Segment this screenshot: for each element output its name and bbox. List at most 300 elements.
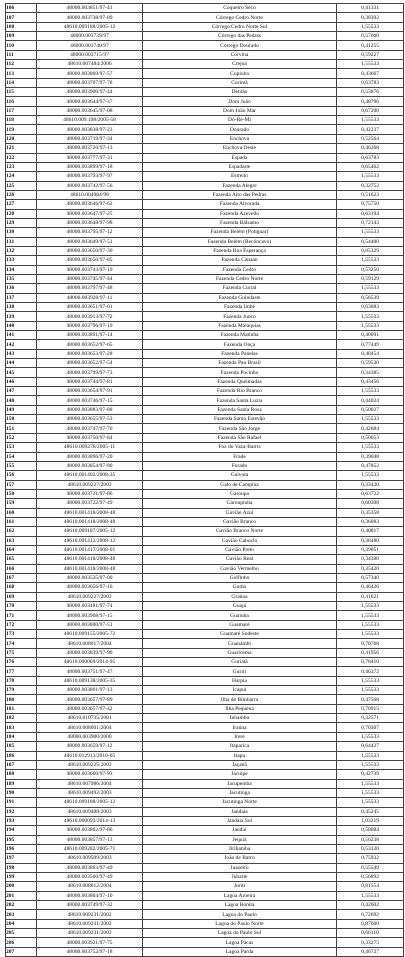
table-row [6, 228, 404, 237]
process-code: 48610.009187/2005-12 [37, 527, 143, 536]
field-value: 1,55533 [337, 172, 404, 181]
field-name: Cupiuba [143, 69, 337, 78]
field-value: 1,55533 [337, 732, 404, 741]
row-number: 190 [6, 788, 37, 797]
table-row [6, 293, 404, 302]
row-number: 135 [6, 274, 37, 283]
process-code: 48000.003857/97-13 [37, 835, 143, 844]
field-value: 0,43456 [337, 377, 404, 386]
table-row [6, 555, 404, 564]
table-row [6, 573, 404, 582]
row-number: 149 [6, 405, 37, 414]
process-code: 48000.003747/97-70 [37, 424, 143, 433]
process-code: 48000.003752/97-18 [37, 947, 143, 956]
field-value: 0,34385 [337, 368, 404, 377]
process-code: 48610.001417/2008-01 [37, 545, 143, 554]
row-number: 196 [6, 844, 37, 853]
row-number: 182 [6, 714, 37, 723]
field-name: Jiribatuba [143, 844, 337, 853]
row-number: 202 [6, 901, 37, 910]
row-number: 188 [6, 770, 37, 779]
table-row [6, 807, 404, 816]
field-name: Guaiuba [143, 611, 337, 620]
field-value: 0,46372 [337, 667, 404, 676]
row-number: 116 [6, 97, 37, 106]
field-value: 0,54400 [337, 237, 404, 246]
row-number: 130 [6, 228, 37, 237]
process-code: 48000.003745/97-44 [37, 274, 143, 283]
field-name: Itapu [143, 751, 337, 760]
row-number: 109 [6, 32, 37, 41]
field-value: 0,33420 [337, 480, 404, 489]
process-code: 48000.003644/97-37 [37, 97, 143, 106]
row-number: 191 [6, 798, 37, 807]
table-row [6, 602, 404, 611]
row-number: 153 [6, 443, 37, 452]
table-row [6, 88, 404, 97]
field-value: 1,55533 [337, 788, 404, 797]
table-row [6, 667, 404, 676]
field-value: 0,57340 [337, 573, 404, 582]
process-code: 48000.003920/97-11 [37, 293, 143, 302]
table-row [6, 32, 404, 41]
process-code: 48000.003800/97-51 [37, 620, 143, 629]
field-value: 0,81554 [337, 882, 404, 891]
table-row [6, 424, 404, 433]
table-row [6, 779, 404, 788]
process-code: 48000.003659/97-12 [37, 742, 143, 751]
row-number: 159 [6, 499, 37, 508]
process-code: 48000.003751/97-47 [37, 667, 143, 676]
row-number: 185 [6, 742, 37, 751]
row-number: 170 [6, 602, 37, 611]
process-code: 48610.009276/2005-11 [37, 443, 143, 452]
table-row [6, 835, 404, 844]
row-number: 156 [6, 471, 37, 480]
field-name: Enchova [143, 134, 337, 143]
field-name: Gavião Branco Norte [143, 527, 337, 536]
field-value: 1,55533 [337, 415, 404, 424]
process-code: 48610.001418/2008-48 [37, 517, 143, 526]
row-number: 181 [6, 704, 37, 713]
field-value: 0,78410 [337, 658, 404, 667]
table-row [6, 415, 404, 424]
row-number: 198 [6, 863, 37, 872]
process-code: 48000.003900/2000 [37, 732, 143, 741]
field-name: Jubarte [143, 872, 337, 881]
table-row [6, 312, 404, 321]
process-code: 48000.003648/97-98 [37, 218, 143, 227]
field-value: 0,72143 [337, 218, 404, 227]
field-name: Guamaré [143, 620, 337, 629]
field-name: Golfinho [143, 573, 337, 582]
field-name: Guriri [143, 667, 337, 676]
field-name: Gavião Preto [143, 545, 337, 554]
row-number: 138 [6, 303, 37, 312]
field-name: Jandui [143, 826, 337, 835]
row-number: 166 [6, 564, 37, 573]
row-number: 195 [6, 835, 37, 844]
table-row [6, 218, 404, 227]
field-name: Graúna [143, 592, 337, 601]
field-value: 0,72692 [337, 910, 404, 919]
table-row [6, 676, 404, 685]
field-value: 0,63783 [337, 153, 404, 162]
field-value: 0,39048 [337, 452, 404, 461]
field-value: 0,63783 [337, 78, 404, 87]
field-name: Lagoa Bonita [143, 901, 337, 910]
field-value: 1,55533 [337, 779, 404, 788]
row-number: 158 [6, 489, 37, 498]
field-name: Fazenda Azevedo [143, 209, 337, 218]
field-name: Jacuipe [143, 770, 337, 779]
table-row [6, 742, 404, 751]
process-code: 48000.003646/97-62 [37, 200, 143, 209]
field-value: 1,55533 [337, 751, 404, 760]
field-name: Fazenda Belém (Potiguar) [143, 228, 337, 237]
field-value: 0,65462 [337, 162, 404, 171]
field-value: 0,43667 [337, 69, 404, 78]
field-value: 0,46727 [337, 947, 404, 956]
field-name: Fazenda Rio Branco [143, 387, 337, 396]
field-value: 0,70915 [337, 704, 404, 713]
row-number: 124 [6, 172, 37, 181]
row-number: 128 [6, 209, 37, 218]
process-code: 48000.003656/97-16 [37, 583, 143, 592]
table-row [6, 816, 404, 825]
process-code: 48000.003744/97-81 [37, 377, 143, 386]
process-code: 48610.008017/2004 [37, 639, 143, 648]
field-value: 1,55533 [337, 602, 404, 611]
row-number: 157 [6, 480, 37, 489]
table-row [6, 499, 404, 508]
field-name: Jandaia Sul [143, 816, 337, 825]
field-name: Fazenda Santo Estevão [143, 415, 337, 424]
row-number: 204 [6, 919, 37, 928]
table-row [6, 237, 404, 246]
table-row [6, 714, 404, 723]
process-code: 48000.003746/97-15 [37, 396, 143, 405]
process-code: 48000.003750/97-84 [37, 433, 143, 442]
field-name: Guajá [143, 602, 337, 611]
row-number: 205 [6, 929, 37, 938]
table-row [6, 78, 404, 87]
row-number: 146 [6, 377, 37, 386]
process-code: 48000.003721/97-86 [37, 489, 143, 498]
process-code: 48000.003797/97-48 [37, 284, 143, 293]
field-value: 0,55549 [337, 863, 404, 872]
field-name: Gavião Real [143, 555, 337, 564]
process-code: 48000.003650/97-85 [37, 256, 143, 265]
field-value: 1,55533 [337, 387, 404, 396]
table-row [6, 274, 404, 283]
process-code: 48000.003657/97-42 [37, 704, 143, 713]
process-code: 48610.009492/2003 [37, 788, 143, 797]
process-code: 48610.000093/2014-13 [37, 816, 143, 825]
row-number: 180 [6, 695, 37, 704]
row-number: 112 [6, 60, 37, 69]
table-row [6, 134, 404, 143]
process-code: 48610.007484/2006 [37, 60, 143, 69]
row-number: 136 [6, 284, 37, 293]
process-code: 48610.010735/2001 [37, 714, 143, 723]
field-name: Fazenda Queimadas [143, 377, 337, 386]
row-number: 118 [6, 116, 37, 125]
field-name: Espada [143, 153, 337, 162]
field-name: Gavião Vermelho [143, 564, 337, 573]
field-name: Guaricema [143, 648, 337, 657]
row-number: 154 [6, 452, 37, 461]
row-number: 126 [6, 190, 37, 199]
row-number: 120 [6, 134, 37, 143]
field-name: Ireré [143, 732, 337, 741]
field-value: 0,48706 [337, 97, 404, 106]
table-row [6, 69, 404, 78]
row-number: 174 [6, 639, 37, 648]
field-value: 0,33275 [337, 938, 404, 947]
field-value: 1,55533 [337, 60, 404, 69]
table-row [6, 891, 404, 900]
field-value: 0,66110 [337, 929, 404, 938]
row-number: 133 [6, 256, 37, 265]
table-row [6, 153, 404, 162]
field-value: 1,55533 [337, 116, 404, 125]
row-number: 163 [6, 536, 37, 545]
field-name: Jacutinga Norte [143, 798, 337, 807]
field-value: 1,55533 [337, 620, 404, 629]
field-value: 1,55533 [337, 228, 404, 237]
row-number: 134 [6, 265, 37, 274]
table-row [6, 686, 404, 695]
field-value: 0,45245 [337, 807, 404, 816]
field-name: Fazenda Imbé [143, 303, 337, 312]
row-number: 140 [6, 321, 37, 330]
process-code: 48000.003645/97-08 [37, 106, 143, 115]
field-name: Harpia [143, 676, 337, 685]
table-row [6, 620, 404, 629]
field-value: 0,36083 [337, 517, 404, 526]
field-name: Lagoa Aroeira [143, 891, 337, 900]
process-code: 48000.003653/97-28 [37, 349, 143, 358]
row-number: 144 [6, 359, 37, 368]
field-name: Fazenda Onça [143, 340, 337, 349]
table-row [6, 349, 404, 358]
row-number: 155 [6, 461, 37, 470]
field-name: Guamaré Sudeste [143, 630, 337, 639]
table-row [6, 405, 404, 414]
process-code: 48000.003654/97-91 [37, 387, 143, 396]
field-value: 0,41621 [337, 592, 404, 601]
process-code: 48610.007986/2004 [37, 779, 143, 788]
field-value: 0,56892 [337, 872, 404, 881]
table-row [6, 396, 404, 405]
field-value: 1,55533 [337, 676, 404, 685]
process-code: 48610.001418/2008-48 [37, 555, 143, 564]
table-row [6, 125, 404, 134]
table-row [6, 751, 404, 760]
row-number: 142 [6, 340, 37, 349]
field-name: Enchova Oeste [143, 144, 337, 153]
table-row [6, 144, 404, 153]
process-code: 48000.003908/97-15 [37, 611, 143, 620]
process-code: 48000.003720/97-13 [37, 144, 143, 153]
process-code: 48610.009231/2002 [37, 929, 143, 938]
process-code: 48000.003707/97-78 [37, 78, 143, 87]
process-code: 48000.003851/97-41 [37, 4, 143, 13]
process-code: 48000.003838/97-23 [37, 125, 143, 134]
field-value: 0,46426 [337, 583, 404, 592]
table-row [6, 22, 404, 31]
table-row [6, 760, 404, 769]
table-row [6, 508, 404, 517]
field-name: Ilha de Bimbarra [143, 695, 337, 704]
table-row [6, 592, 404, 601]
field-value: 1,55533 [337, 760, 404, 769]
table-row [6, 331, 404, 340]
field-name: Galo de Campina [143, 480, 337, 489]
field-value: 0,60308 [337, 499, 404, 508]
field-name: Dourado [143, 125, 337, 134]
field-name: Juazeiro [143, 863, 337, 872]
row-number: 173 [6, 630, 37, 639]
field-value: 0,41956 [337, 648, 404, 657]
table-row [6, 97, 404, 106]
field-value: 0,44024 [337, 396, 404, 405]
process-code: 48000.003560/97-49 [37, 872, 143, 881]
field-name: Gomo [143, 583, 337, 592]
field-name: Iraúna [143, 723, 337, 732]
table-row [6, 695, 404, 704]
process-code: 48000.003719/97-34 [37, 134, 143, 143]
field-value: 0,34380 [337, 555, 404, 564]
field-value: 0,41255 [337, 41, 404, 50]
process-code: 48610.004004/98 [37, 190, 143, 199]
field-name: Jandaia [143, 807, 337, 816]
process-code: 48610.001418/2008-48 [37, 564, 143, 573]
field-value: 1,03219 [337, 816, 404, 825]
row-number: 152 [6, 433, 37, 442]
field-name: Garoupinha [143, 499, 337, 508]
field-value: 1,55533 [337, 471, 404, 480]
field-name: Dom João [143, 97, 337, 106]
row-number: 147 [6, 387, 37, 396]
table-row [6, 265, 404, 274]
table-row [6, 387, 404, 396]
row-number: 164 [6, 545, 37, 554]
process-code: 48000.003647/97-25 [37, 209, 143, 218]
field-name: Fazenda Santa Luzia [143, 396, 337, 405]
process-code: 48000.003657/97-89 [37, 695, 143, 704]
table-row [6, 938, 404, 947]
table-row [6, 471, 404, 480]
process-code: 48000.003899/97-18 [37, 162, 143, 171]
table-row [6, 480, 404, 489]
row-number: 183 [6, 723, 37, 732]
field-name: Gaivota [143, 471, 337, 480]
table-row [6, 639, 404, 648]
table-row [6, 433, 404, 442]
field-value: 0,42602 [337, 901, 404, 910]
field-name: Fazenda Belém (Recôncavo) [143, 237, 337, 246]
process-code: 48000.003913/97-72 [37, 312, 143, 321]
row-number: 194 [6, 826, 37, 835]
table-row [6, 190, 404, 199]
row-number: 139 [6, 312, 37, 321]
field-value: 0,32571 [337, 714, 404, 723]
row-number: 132 [6, 246, 37, 255]
field-value: 0,40817 [337, 527, 404, 536]
field-name: Dentão [143, 88, 337, 97]
process-code: 48610.009488/2003 [37, 807, 143, 816]
process-code: 48610.009155/2005-72 [37, 630, 143, 639]
row-number: 106 [6, 4, 37, 13]
table-row [6, 489, 404, 498]
row-number: 171 [6, 611, 37, 620]
table-row [6, 658, 404, 667]
row-number: 113 [6, 69, 37, 78]
row-number: 110 [6, 41, 37, 50]
process-code: 48000.003796/97-19 [37, 321, 143, 330]
field-name: Jaçanã [143, 760, 337, 769]
table-row [6, 770, 404, 779]
field-name: Gavião Azul [143, 508, 337, 517]
table-row [6, 209, 404, 218]
table-row [6, 181, 404, 190]
field-value: 0,58084 [337, 826, 404, 835]
table-row [6, 172, 404, 181]
field-name: Foz do Vaza-Barris [143, 443, 337, 452]
field-value: 0,40091 [337, 331, 404, 340]
row-number: 201 [6, 891, 37, 900]
process-code: 48000.003793/97-97 [37, 172, 143, 181]
process-code: 48610.001402/2008-35 [37, 471, 143, 480]
process-code: 48000.003481/97-74 [37, 602, 143, 611]
process-code: 48000.003799/97-73 [37, 368, 143, 377]
row-number: 148 [6, 396, 37, 405]
field-name: Fazenda Pau Brasil [143, 359, 337, 368]
process-code: 48610.009188/2005-12 [37, 22, 143, 31]
row-number: 161 [6, 517, 37, 526]
row-number: 162 [6, 527, 37, 536]
fields-table [5, 3, 404, 957]
process-code: 48000.003900/97-44 [37, 88, 143, 97]
process-code: 48610.000069/2014-95 [37, 658, 143, 667]
row-number: 150 [6, 415, 37, 424]
process-code: 48000.003652/97-65 [37, 340, 143, 349]
row-number: 178 [6, 676, 37, 685]
row-number: 169 [6, 592, 37, 601]
row-number: 168 [6, 583, 37, 592]
field-value: 0,38392 [337, 13, 404, 22]
field-value: 0,53250 [337, 265, 404, 274]
process-code: 48000.003802/97-86 [37, 826, 143, 835]
table-row [6, 901, 404, 910]
table-row [6, 630, 404, 639]
field-name: Guriatã [143, 658, 337, 667]
row-number: 125 [6, 181, 37, 190]
field-name: Fazenda Bálsamo [143, 218, 337, 227]
table-row [6, 826, 404, 835]
row-number: 200 [6, 882, 37, 891]
table-row [6, 106, 404, 115]
process-code: 48000.003655/97-53 [37, 415, 143, 424]
field-name: Estreito [143, 172, 337, 181]
field-name: Guanambi [143, 639, 337, 648]
table-row [6, 583, 404, 592]
field-value: 0,35358 [337, 508, 404, 517]
row-number: 197 [6, 854, 37, 863]
field-value: 1,55533 [337, 321, 404, 330]
